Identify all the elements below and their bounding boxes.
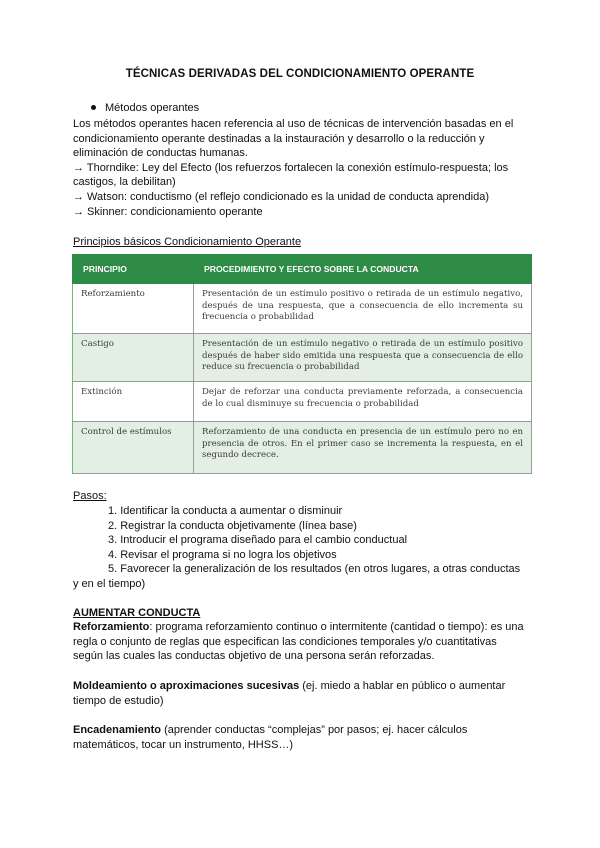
- effect-cell: Reforzamiento de una conducta en presencia de un estímulo pero no en presencia de otros. En el primer caso se incrementa la respuesta, en el segundo decrece.: [194, 422, 532, 474]
- term: Encadenamiento: [73, 724, 162, 736]
- page-title: TÉCNICAS DERIVADAS DEL CONDICIONAMIENTO OPERANTE: [125, 68, 475, 80]
- term: Moldeamiento o aproximaciones sucesivas: [73, 680, 300, 692]
- steps-list: [73, 504, 533, 592]
- bullet-label: Métodos operantes: [105, 102, 200, 114]
- list-item: 2. Registrar la conducta objetivamente (línea base): [108, 519, 357, 532]
- header-procedimiento: PROCEDIMIENTO Y EFECTO SOBRE LA CONDUCTA: [194, 255, 532, 284]
- table-row: [73, 382, 532, 422]
- table-row: [73, 334, 532, 382]
- intro-line: condicionamiento operante destinadas a la instauración y desarrollo o la reducción y: [73, 132, 485, 145]
- effect-cell: Presentación de un estímulo negativo o retirada de un estímulo positivo después de haber sido emitida una respuesta que a consecuencia de ello reduce su frecuencia o probabilidad: [194, 334, 532, 382]
- list-item: 3. Introducir el programa diseñado para el cambio conductual: [108, 534, 408, 547]
- bullet-dot-icon: [91, 105, 96, 110]
- moldeamiento-paragraph: [73, 679, 533, 708]
- principles-table: [72, 254, 532, 474]
- principle-cell: Castigo: [73, 334, 194, 382]
- bullet-item: [91, 102, 199, 114]
- steps-heading: Pasos:: [73, 490, 107, 502]
- intro-line: castigos, la debilitan): [73, 176, 176, 189]
- intro-line: eliminación de conductas humanas.: [73, 147, 248, 160]
- text-line: (ej. miedo a hablar en público o aumentar: [299, 680, 506, 692]
- intro-paragraph: [73, 117, 533, 219]
- text-line: matemáticos, tocar un instrumento, HHSS…): [73, 738, 294, 751]
- principle-cell: Control de estímulos: [73, 422, 194, 474]
- intro-line: → Watson: conductismo (el reflejo condicionado es la unidad de conducta aprendida): [73, 190, 490, 203]
- term: Reforzamiento: [73, 621, 150, 633]
- principle-cell: Extinción: [73, 382, 194, 422]
- section-heading: AUMENTAR CONDUCTA: [73, 607, 201, 619]
- encadenamiento-paragraph: [73, 723, 533, 752]
- list-item: 5. Favorecer la generalización de los resultados (en otros lugares, a otras conductas: [108, 563, 521, 576]
- list-item: 4. Revisar el programa si no logra los objetivos: [108, 548, 337, 561]
- effect-cell: Dejar de reforzar una conducta previamente reforzada, a consecuencia de lo cual disminuye su frecuencia o probabilidad: [194, 382, 532, 422]
- table-row: [73, 284, 532, 334]
- table-heading: Principios básicos Condicionamiento Operante: [73, 236, 302, 248]
- table-row: [73, 422, 532, 474]
- intro-line: → Skinner: condicionamiento operante: [73, 205, 263, 218]
- text-line: regla o conjunto de reglas que especifican las condiciones temporales y/o cuantitativas: [73, 635, 497, 648]
- text-line: según las cuales las conductas objetivo de una persona serán reforzadas.: [73, 650, 435, 663]
- reforzamiento-paragraph: [73, 620, 533, 664]
- text-line: (aprender conductas “complejas” por pasos; ej. hacer cálculos: [161, 724, 468, 736]
- table-header-row: [73, 255, 532, 284]
- header-principio: PRINCIPIO: [73, 255, 194, 284]
- effect-cell: Presentación de un estímulo positivo o retirada de un estímulo negativo, después de una respuesta, que a consecuencia de ello incrementa su frecuencia o probabilidad: [194, 284, 532, 334]
- principle-cell: Reforzamiento: [73, 284, 194, 334]
- list-item-continuation: y en el tiempo): [73, 577, 146, 590]
- text-line: : programa reforzamiento continuo o intermitente (cantidad o tiempo): es una: [149, 621, 524, 633]
- text-line: tiempo de estudio): [73, 694, 164, 707]
- intro-line: → Thorndike: Ley del Efecto (los refuerzos fortalecen la conexión estímulo-respuesta; los: [73, 161, 509, 174]
- list-item: 1. Identificar la conducta a aumentar o disminuir: [108, 505, 343, 517]
- intro-line: Los métodos operantes hacen referencia al uso de técnicas de intervención basadas en el: [73, 118, 514, 130]
